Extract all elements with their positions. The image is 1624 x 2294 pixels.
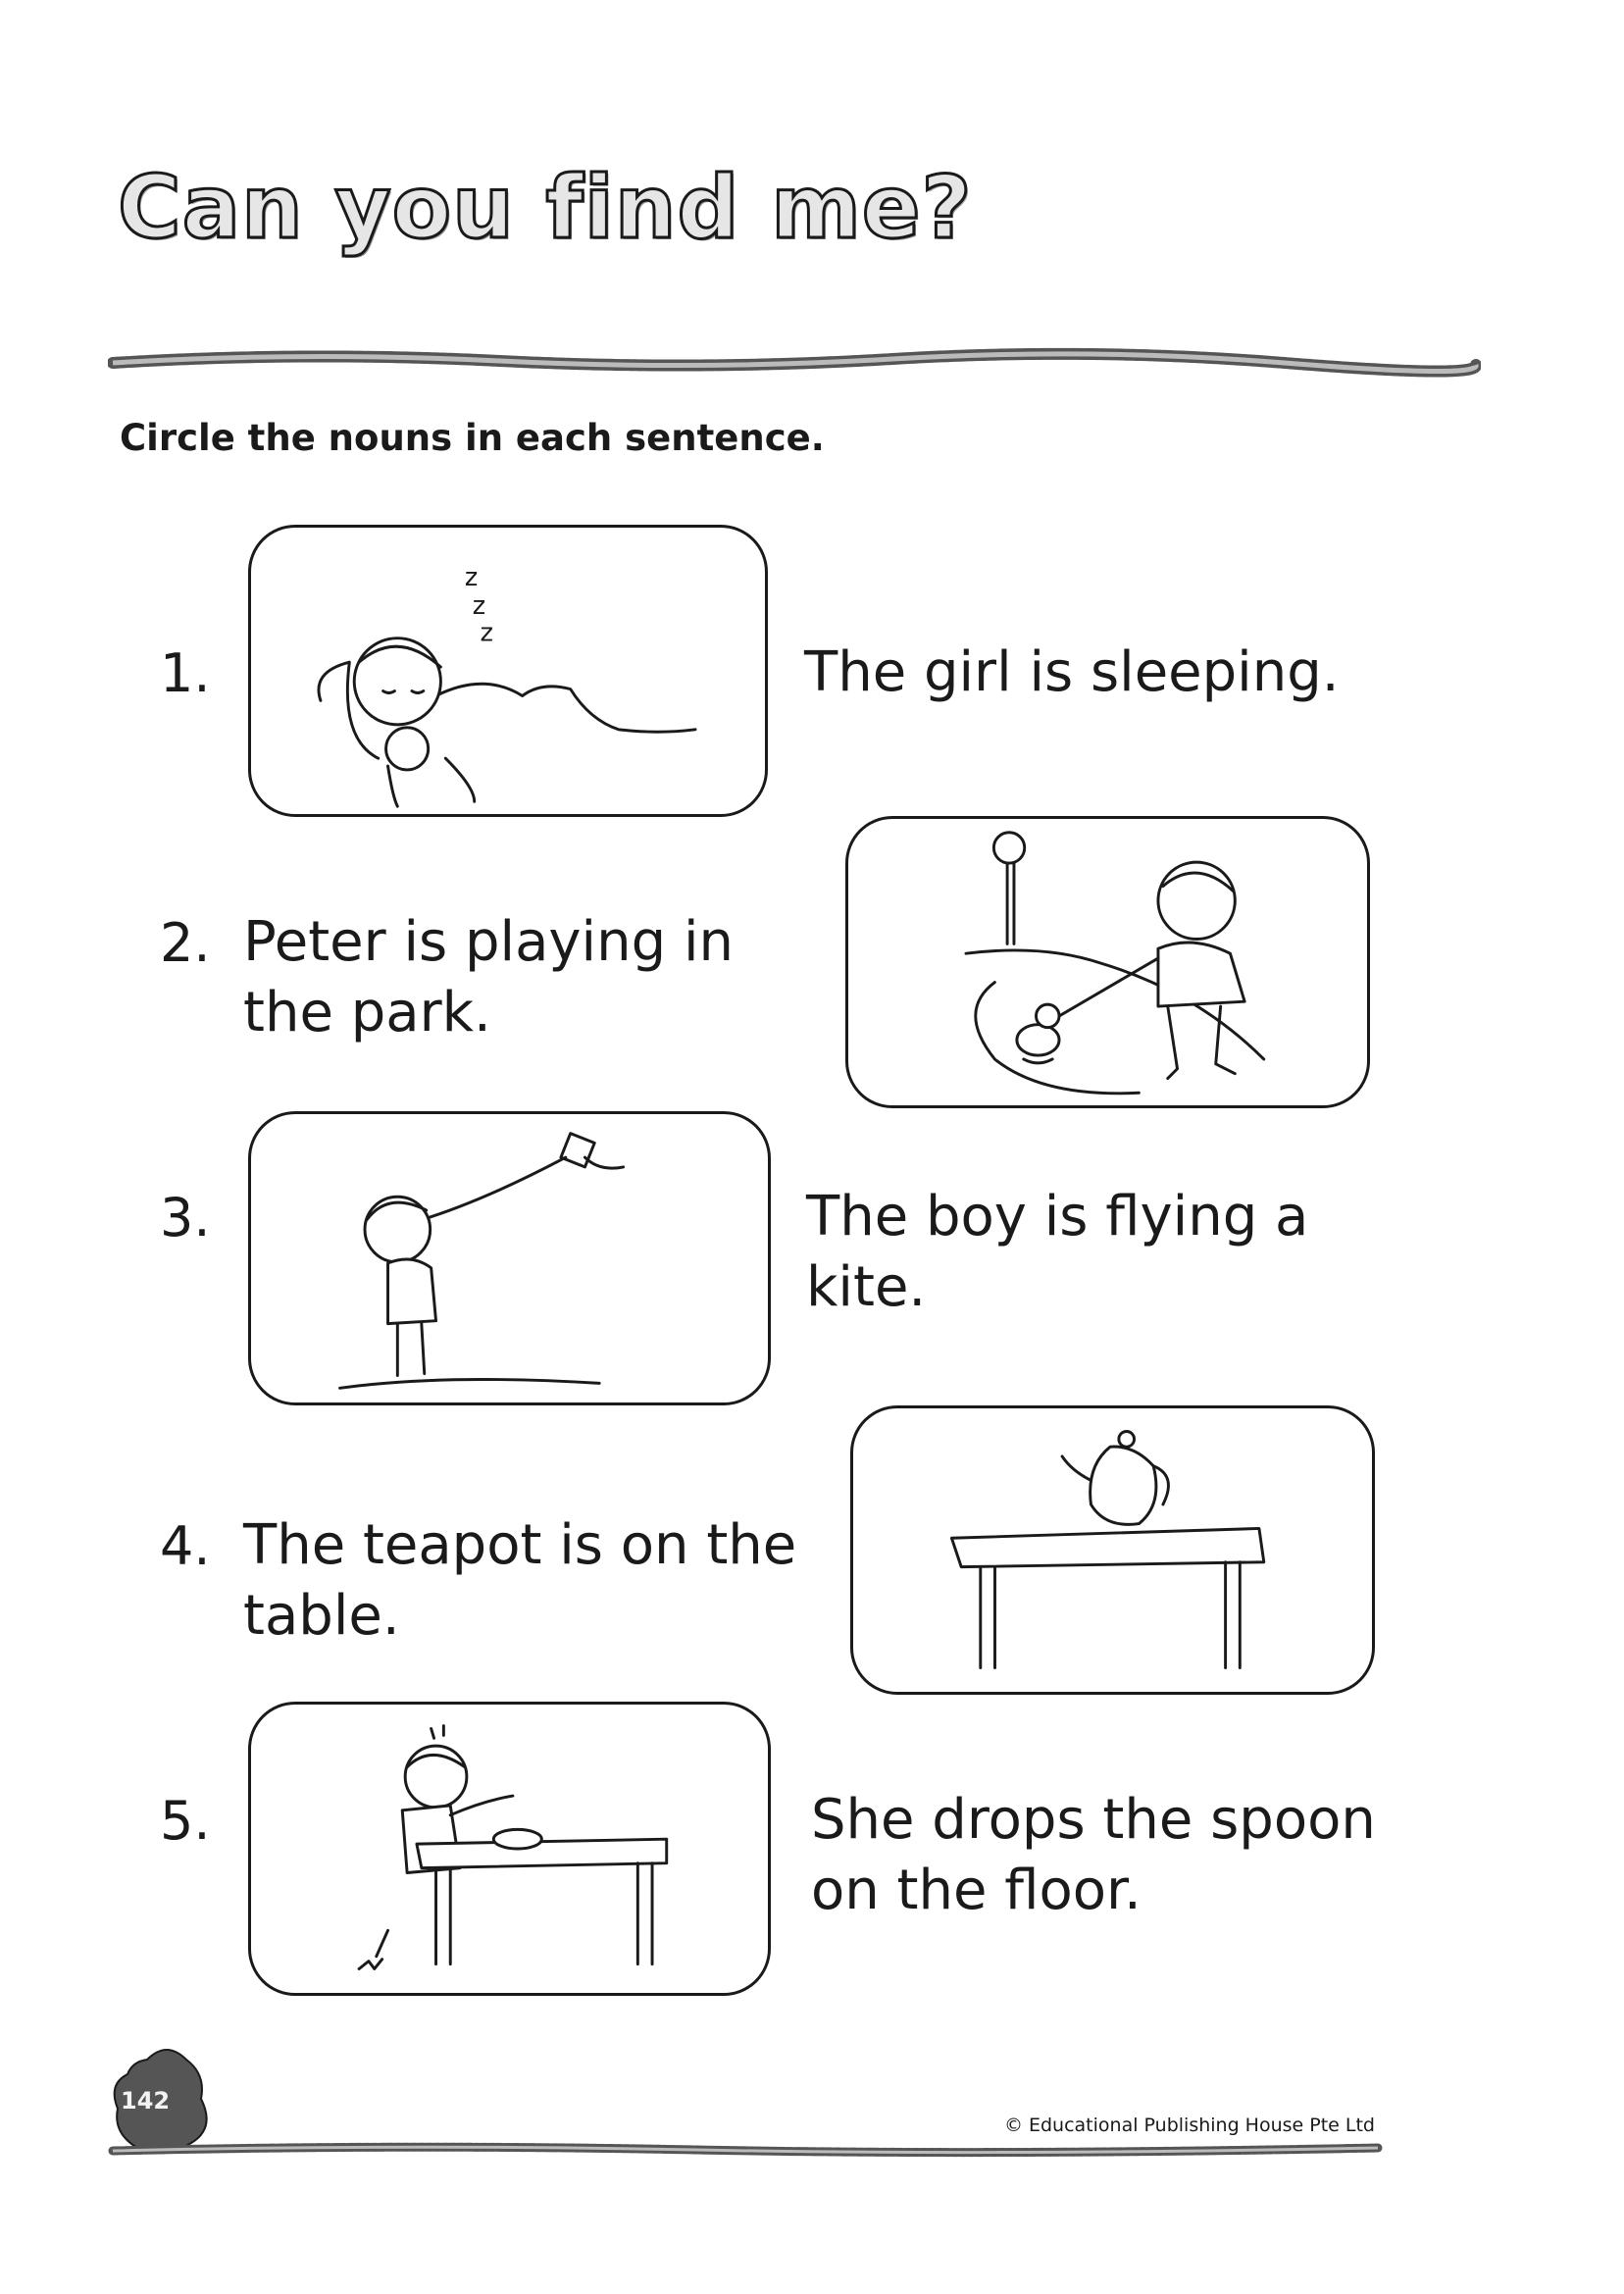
footer-divider <box>108 2136 1383 2166</box>
exercise-sentence: Peter is playing in the park. <box>243 910 735 1045</box>
exercise-sentence: The boy is flying a kite. <box>806 1185 1309 1319</box>
page-title: Can you find me? <box>118 157 973 258</box>
exercise-number: 1. <box>160 642 211 704</box>
boy-with-toy-duck-icon <box>848 819 1367 1105</box>
header-divider <box>108 343 1481 382</box>
exercise-sentence: She drops the spoon on the floor. <box>811 1788 1376 1922</box>
svg-text:z: z <box>464 562 479 592</box>
exercise-picture <box>248 525 768 817</box>
teapot-on-table-icon <box>853 1408 1372 1692</box>
exercise-number: 3. <box>160 1187 211 1249</box>
girl-dropping-spoon-icon <box>251 1705 768 1993</box>
svg-text:z: z <box>480 618 493 648</box>
exercise-number: 4. <box>160 1515 211 1577</box>
exercise-number: 2. <box>160 912 211 974</box>
exercise-picture <box>248 1702 771 1996</box>
boy-flying-kite-icon <box>251 1114 768 1402</box>
exercise-picture <box>845 816 1370 1108</box>
exercise-number: 5. <box>160 1790 211 1852</box>
exercise-picture <box>850 1405 1375 1695</box>
copyright-text: © Educational Publishing House Pte Ltd <box>1003 2115 1375 2136</box>
page-number: 142 <box>121 2087 171 2115</box>
exercise-picture <box>248 1111 771 1405</box>
exercise-sentence: The teapot is on the table. <box>243 1513 797 1648</box>
sleeping-girl-icon <box>251 528 765 814</box>
instruction-text: Circle the nouns in each sentence. <box>120 417 825 459</box>
svg-text:z: z <box>472 591 486 622</box>
exercise-sentence: The girl is sleeping. <box>804 640 1340 704</box>
